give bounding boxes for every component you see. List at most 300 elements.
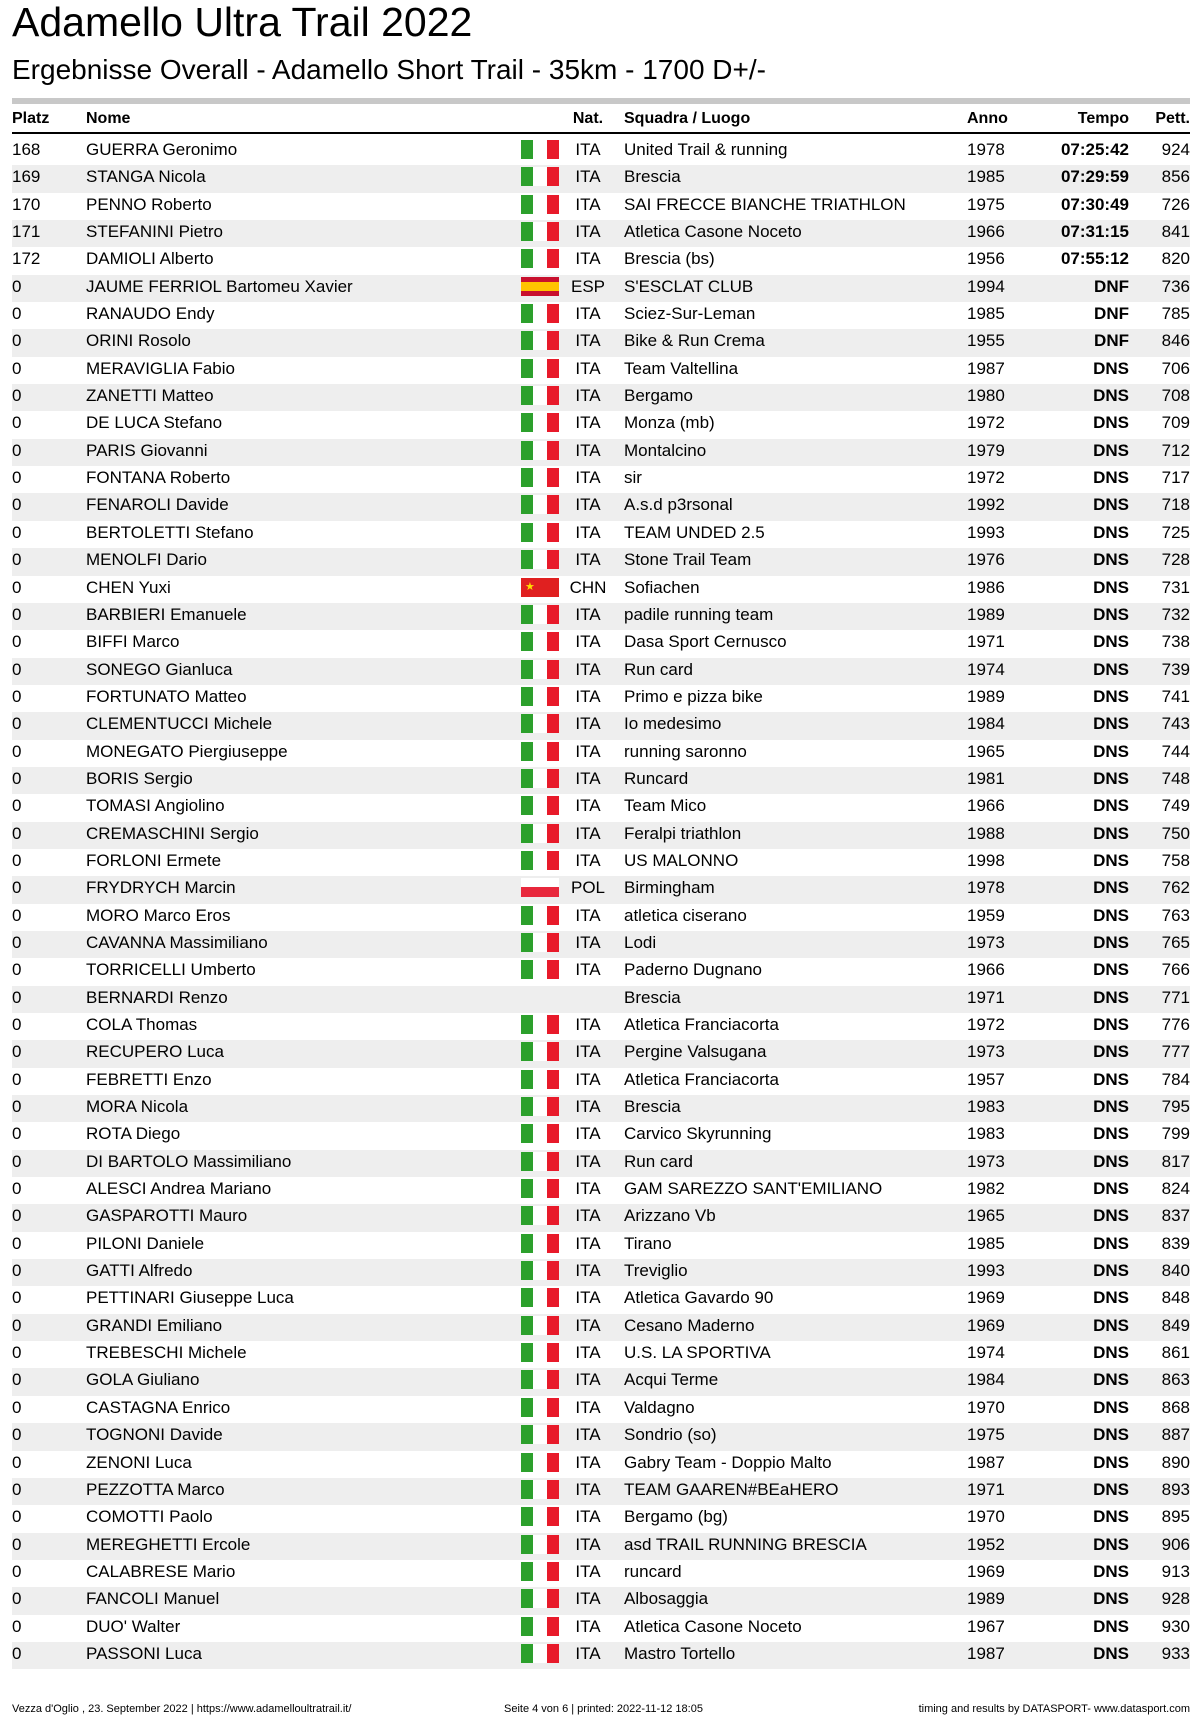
cell-pett: 837 bbox=[1161, 1206, 1190, 1226]
cell-platz: 170 bbox=[12, 194, 41, 214]
cell-squadra: Mastro Tortello bbox=[624, 1643, 736, 1663]
cell-nome: BERNARDI Renzo bbox=[86, 987, 228, 1007]
flag-italy-icon bbox=[521, 1152, 559, 1171]
table-row bbox=[12, 1204, 1190, 1231]
cell-nome: PENNO Roberto bbox=[86, 194, 212, 214]
cell-pett: 771 bbox=[1161, 987, 1190, 1007]
cell-tempo: DNS bbox=[1093, 1179, 1129, 1199]
cell-tempo: DNS bbox=[1093, 1315, 1129, 1335]
cell-tempo: DNS bbox=[1093, 550, 1129, 570]
cell-nat: ITA bbox=[575, 960, 601, 980]
cell-pett: 762 bbox=[1161, 878, 1190, 898]
cell-nat: ITA bbox=[575, 741, 601, 761]
cell-tempo: DNS bbox=[1093, 932, 1129, 952]
cell-tempo: DNS bbox=[1093, 1561, 1129, 1581]
page-subtitle: Ergebnisse Overall - Adamello Short Trail - 35km - 1700 D+/- bbox=[12, 54, 766, 85]
table-row bbox=[12, 439, 1190, 466]
flag-italy-icon bbox=[521, 1453, 559, 1472]
cell-pett: 933 bbox=[1161, 1643, 1190, 1663]
cell-nat: ITA bbox=[575, 1479, 601, 1499]
cell-pett: 846 bbox=[1161, 331, 1190, 351]
table-row bbox=[12, 1150, 1190, 1177]
flag-italy-icon bbox=[521, 769, 559, 788]
cell-nome: CHEN Yuxi bbox=[86, 577, 171, 597]
cell-platz: 0 bbox=[12, 440, 22, 460]
cell-squadra: Sofiachen bbox=[624, 577, 700, 597]
cell-platz: 169 bbox=[12, 167, 41, 187]
cell-anno: 1969 bbox=[967, 1288, 1005, 1308]
cell-pett: 728 bbox=[1161, 550, 1190, 570]
cell-nome: GUERRA Geronimo bbox=[86, 140, 238, 159]
cell-nome: MEREGHETTI Ercole bbox=[86, 1534, 251, 1554]
table-row bbox=[12, 958, 1190, 985]
cell-anno: 1985 bbox=[967, 167, 1005, 187]
cell-platz: 0 bbox=[12, 1069, 22, 1089]
cell-anno: 1972 bbox=[967, 468, 1005, 488]
flag-italy-icon bbox=[521, 195, 559, 214]
cell-platz: 0 bbox=[12, 1589, 22, 1609]
cell-pett: 849 bbox=[1161, 1315, 1190, 1335]
cell-platz: 0 bbox=[12, 1097, 22, 1117]
table-row bbox=[12, 1314, 1190, 1341]
cell-nat: ITA bbox=[575, 1616, 601, 1636]
cell-squadra: Feralpi triathlon bbox=[624, 823, 742, 843]
flag-italy-icon bbox=[521, 605, 559, 624]
cell-anno: 1973 bbox=[967, 932, 1005, 952]
cell-anno: 1980 bbox=[967, 386, 1005, 406]
cell-pett: 930 bbox=[1161, 1616, 1190, 1636]
cell-nat: ITA bbox=[575, 1097, 601, 1117]
cell-squadra: Acqui Terme bbox=[624, 1370, 719, 1390]
table-row bbox=[12, 1232, 1190, 1259]
flag-italy-icon bbox=[521, 1124, 559, 1143]
cell-squadra: Primo e pizza bike bbox=[624, 686, 763, 706]
cell-squadra: Brescia bbox=[624, 167, 681, 187]
cell-tempo: DNS bbox=[1093, 468, 1129, 488]
cell-pett: 776 bbox=[1161, 1015, 1190, 1034]
cell-anno: 1966 bbox=[967, 960, 1005, 980]
cell-anno: 1993 bbox=[967, 1261, 1005, 1281]
cell-nat: ITA bbox=[575, 331, 601, 351]
cell-squadra: asd TRAIL RUNNING BRESCIA bbox=[624, 1534, 867, 1554]
cell-nat: ITA bbox=[575, 1507, 601, 1527]
cell-nome: PETTINARI Giuseppe Luca bbox=[86, 1288, 294, 1308]
cell-tempo: DNS bbox=[1093, 522, 1129, 542]
cell-nat: ITA bbox=[575, 550, 601, 570]
cell-anno: 1972 bbox=[967, 1015, 1005, 1034]
cell-nome: TREBESCHI Michele bbox=[86, 1343, 247, 1363]
cell-squadra: Team Valtellina bbox=[624, 358, 739, 378]
cell-nome: FORLONI Ermete bbox=[86, 850, 222, 870]
table-row bbox=[12, 1587, 1190, 1614]
cell-squadra: Montalcino bbox=[624, 440, 707, 460]
cell-squadra: Team Mico bbox=[624, 796, 707, 816]
flag-italy-icon bbox=[521, 1398, 559, 1417]
cell-squadra: padile running team bbox=[624, 604, 774, 624]
cell-squadra: TEAM UNDED 2.5 bbox=[624, 522, 765, 542]
cell-nome: CASTAGNA Enrico bbox=[86, 1397, 231, 1417]
flag-italy-icon bbox=[521, 523, 559, 542]
table-row bbox=[12, 548, 1190, 575]
cell-platz: 0 bbox=[12, 1124, 22, 1144]
cell-platz: 0 bbox=[12, 686, 22, 706]
cell-nome: SONEGO Gianluca bbox=[86, 659, 233, 679]
cell-pett: 763 bbox=[1161, 905, 1190, 925]
cell-squadra: Brescia bbox=[624, 1097, 681, 1117]
cell-nat: ITA bbox=[575, 1179, 601, 1199]
table-row bbox=[12, 658, 1190, 685]
cell-platz: 0 bbox=[12, 522, 22, 542]
cell-platz: 0 bbox=[12, 1370, 22, 1390]
cell-squadra: Valdagno bbox=[624, 1397, 695, 1417]
cell-nome: DUO' Walter bbox=[86, 1616, 181, 1636]
cell-platz: 0 bbox=[12, 604, 22, 624]
cell-nome: MERAVIGLIA Fabio bbox=[86, 358, 235, 378]
cell-anno: 1983 bbox=[967, 1124, 1005, 1144]
cell-tempo: 07:30:49 bbox=[1060, 194, 1129, 214]
cell-nat: ITA bbox=[575, 522, 601, 542]
flag-italy-icon bbox=[521, 1261, 559, 1280]
table-row bbox=[12, 329, 1190, 356]
cell-tempo: DNS bbox=[1093, 1151, 1129, 1171]
flag-italy-icon bbox=[521, 1070, 559, 1089]
cell-anno: 1979 bbox=[967, 440, 1005, 460]
cell-nat: ITA bbox=[575, 768, 601, 788]
cell-platz: 0 bbox=[12, 386, 22, 406]
cell-nat: ITA bbox=[575, 604, 601, 624]
header-squadra: Squadra / Luogo bbox=[624, 110, 751, 127]
cell-anno: 1971 bbox=[967, 1479, 1005, 1499]
cell-pett: 895 bbox=[1161, 1507, 1190, 1527]
cell-squadra: Atletica Casone Noceto bbox=[624, 222, 802, 242]
cell-squadra: Atletica Casone Noceto bbox=[624, 1616, 802, 1636]
cell-tempo: DNS bbox=[1093, 1069, 1129, 1089]
cell-platz: 0 bbox=[12, 1343, 22, 1363]
cell-nat: ITA bbox=[575, 194, 601, 214]
table-row bbox=[12, 302, 1190, 329]
cell-platz: 168 bbox=[12, 140, 41, 159]
page-title: Adamello Ultra Trail 2022 bbox=[12, 0, 473, 45]
cell-platz: 0 bbox=[12, 1452, 22, 1472]
table-row bbox=[12, 1286, 1190, 1313]
cell-tempo: DNS bbox=[1093, 960, 1129, 980]
table-row bbox=[12, 1505, 1190, 1532]
flag-italy-icon bbox=[521, 851, 559, 870]
cell-platz: 0 bbox=[12, 741, 22, 761]
cell-anno: 1969 bbox=[967, 1561, 1005, 1581]
cell-pett: 765 bbox=[1161, 932, 1190, 952]
cell-platz: 0 bbox=[12, 1425, 22, 1445]
flag-italy-icon bbox=[521, 824, 559, 843]
cell-nome: ROTA Diego bbox=[86, 1124, 181, 1144]
cell-squadra: running saronno bbox=[624, 741, 747, 761]
cell-platz: 0 bbox=[12, 413, 22, 433]
cell-tempo: DNS bbox=[1093, 1097, 1129, 1117]
cell-tempo: DNS bbox=[1093, 1042, 1129, 1062]
cell-anno: 1956 bbox=[967, 249, 1005, 269]
table-row bbox=[12, 357, 1190, 384]
table-row bbox=[12, 493, 1190, 520]
cell-anno: 1988 bbox=[967, 823, 1005, 843]
cell-anno: 1970 bbox=[967, 1397, 1005, 1417]
footer-credits: timing and results by DATASPORT- www.datasport.com bbox=[918, 1703, 1190, 1715]
cell-nome: TOMASI Angiolino bbox=[86, 796, 225, 816]
cell-nat: ITA bbox=[575, 304, 601, 324]
cell-anno: 1978 bbox=[967, 140, 1005, 159]
cell-nat: ITA bbox=[575, 1643, 601, 1663]
table-row bbox=[12, 1615, 1190, 1642]
cell-nome: FENAROLI Davide bbox=[86, 495, 229, 515]
cell-nome: PILONI Daniele bbox=[86, 1233, 205, 1253]
cell-anno: 1989 bbox=[967, 1589, 1005, 1609]
table-row bbox=[12, 1396, 1190, 1423]
cell-pett: 887 bbox=[1161, 1425, 1190, 1445]
cell-nat: ITA bbox=[575, 1261, 601, 1281]
table-row bbox=[12, 630, 1190, 657]
cell-tempo: DNS bbox=[1093, 1479, 1129, 1499]
cell-tempo: DNS bbox=[1093, 1015, 1129, 1034]
table-row bbox=[12, 794, 1190, 821]
cell-squadra: atletica ciserano bbox=[624, 905, 747, 925]
cell-pett: 840 bbox=[1161, 1261, 1190, 1281]
cell-anno: 1971 bbox=[967, 987, 1005, 1007]
cell-nome: ZANETTI Matteo bbox=[86, 386, 214, 406]
cell-pett: 749 bbox=[1161, 796, 1190, 816]
cell-squadra: Run card bbox=[624, 1151, 693, 1171]
cell-nat: ITA bbox=[575, 1589, 601, 1609]
cell-nome: FANCOLI Manuel bbox=[86, 1589, 220, 1609]
cell-platz: 0 bbox=[12, 577, 22, 597]
cell-platz: 0 bbox=[12, 960, 22, 980]
cell-nat: ITA bbox=[575, 167, 601, 187]
cell-anno: 1994 bbox=[967, 276, 1005, 296]
cell-nat: ITA bbox=[575, 1288, 601, 1308]
cell-platz: 0 bbox=[12, 1616, 22, 1636]
table-row bbox=[12, 466, 1190, 493]
cell-nat: ITA bbox=[575, 222, 601, 242]
cell-tempo: DNS bbox=[1093, 1397, 1129, 1417]
flag-italy-icon bbox=[521, 304, 559, 323]
flag-italy-icon bbox=[521, 441, 559, 460]
cell-squadra: US MALONNO bbox=[624, 850, 739, 870]
cell-pett: 890 bbox=[1161, 1452, 1190, 1472]
table-header bbox=[12, 110, 1190, 134]
cell-pett: 848 bbox=[1161, 1288, 1190, 1308]
flag-italy-icon bbox=[521, 167, 559, 186]
cell-squadra: sir bbox=[624, 468, 642, 488]
header-nome: Nome bbox=[86, 110, 131, 127]
cell-tempo: DNS bbox=[1093, 1452, 1129, 1472]
cell-platz: 0 bbox=[12, 878, 22, 898]
cell-tempo: DNS bbox=[1093, 1261, 1129, 1281]
table-row bbox=[12, 384, 1190, 411]
cell-squadra: Gabry Team - Doppio Malto bbox=[624, 1452, 832, 1472]
cell-squadra: United Trail & running bbox=[624, 140, 788, 159]
cell-tempo: DNS bbox=[1093, 440, 1129, 460]
flag-italy-icon bbox=[521, 1042, 559, 1061]
cell-tempo: DNS bbox=[1093, 768, 1129, 788]
cell-pett: 795 bbox=[1161, 1097, 1190, 1117]
cell-platz: 0 bbox=[12, 1561, 22, 1581]
table-row bbox=[12, 740, 1190, 767]
cell-nome: FRYDRYCH Marcin bbox=[86, 878, 236, 898]
cell-platz: 0 bbox=[12, 659, 22, 679]
cell-anno: 1978 bbox=[967, 878, 1005, 898]
cell-tempo: DNS bbox=[1093, 413, 1129, 433]
cell-pett: 785 bbox=[1161, 304, 1190, 324]
cell-nat: ITA bbox=[575, 632, 601, 652]
table-row bbox=[12, 1122, 1190, 1149]
cell-pett: 741 bbox=[1161, 686, 1190, 706]
cell-nome: MORO Marco Eros bbox=[86, 905, 231, 925]
cell-pett: 708 bbox=[1161, 386, 1190, 406]
cell-platz: 0 bbox=[12, 1042, 22, 1062]
cell-nome: FORTUNATO Matteo bbox=[86, 686, 247, 706]
cell-pett: 893 bbox=[1161, 1479, 1190, 1499]
flag-italy-icon bbox=[521, 960, 559, 979]
cell-nat: ITA bbox=[575, 1370, 601, 1390]
cell-squadra: Sondrio (so) bbox=[624, 1425, 717, 1445]
cell-nome: PARIS Giovanni bbox=[86, 440, 208, 460]
flag-italy-icon bbox=[521, 1425, 559, 1444]
flag-italy-icon bbox=[521, 796, 559, 815]
table-row bbox=[12, 1533, 1190, 1560]
header-platz: Platz bbox=[12, 110, 50, 127]
cell-squadra: Birmingham bbox=[624, 878, 715, 898]
cell-platz: 0 bbox=[12, 1534, 22, 1554]
cell-squadra: U.S. LA SPORTIVA bbox=[624, 1343, 771, 1363]
cell-anno: 1985 bbox=[967, 1233, 1005, 1253]
cell-nome: RANAUDO Endy bbox=[86, 304, 215, 324]
cell-anno: 1974 bbox=[967, 1343, 1005, 1363]
flag-italy-icon bbox=[521, 359, 559, 378]
cell-squadra: Lodi bbox=[624, 932, 657, 952]
cell-squadra: Atletica Franciacorta bbox=[624, 1015, 779, 1034]
cell-platz: 0 bbox=[12, 1315, 22, 1335]
cell-platz: 0 bbox=[12, 1288, 22, 1308]
cell-anno: 1987 bbox=[967, 1643, 1005, 1663]
table-row bbox=[12, 1368, 1190, 1395]
cell-squadra: Brescia bbox=[624, 987, 681, 1007]
cell-nat: ITA bbox=[575, 1124, 601, 1144]
flag-italy-icon bbox=[521, 660, 559, 679]
cell-platz: 0 bbox=[12, 1015, 22, 1034]
flag-italy-icon bbox=[521, 1617, 559, 1636]
table-row bbox=[12, 576, 1190, 603]
table-row bbox=[12, 986, 1190, 1013]
cell-nome: PASSONI Luca bbox=[86, 1643, 202, 1663]
cell-nome: COMOTTI Paolo bbox=[86, 1507, 213, 1527]
cell-pett: 906 bbox=[1161, 1534, 1190, 1554]
cell-squadra: Tirano bbox=[624, 1233, 672, 1253]
table-row bbox=[12, 1068, 1190, 1095]
table-row bbox=[12, 247, 1190, 274]
header-anno: Anno bbox=[967, 110, 1008, 127]
header-nat: Nat. bbox=[572, 110, 604, 127]
cell-anno: 1987 bbox=[967, 1452, 1005, 1472]
flag-italy-icon bbox=[521, 933, 559, 952]
cell-tempo: DNS bbox=[1093, 1233, 1129, 1253]
cell-pett: 731 bbox=[1161, 577, 1190, 597]
cell-anno: 1985 bbox=[967, 304, 1005, 324]
cell-anno: 1974 bbox=[967, 659, 1005, 679]
cell-anno: 1965 bbox=[967, 1206, 1005, 1226]
cell-anno: 1969 bbox=[967, 1315, 1005, 1335]
cell-pett: 863 bbox=[1161, 1370, 1190, 1390]
cell-tempo: DNS bbox=[1093, 741, 1129, 761]
results-table bbox=[12, 138, 1190, 1669]
cell-tempo: DNS bbox=[1093, 686, 1129, 706]
cell-anno: 1984 bbox=[967, 714, 1005, 734]
table-row bbox=[12, 1451, 1190, 1478]
cell-nome: STANGA Nicola bbox=[86, 167, 206, 187]
cell-platz: 0 bbox=[12, 358, 22, 378]
cell-tempo: 07:25:42 bbox=[1060, 140, 1129, 159]
cell-anno: 1973 bbox=[967, 1151, 1005, 1171]
flag-italy-icon bbox=[521, 714, 559, 733]
cell-nome: ORINI Rosolo bbox=[86, 331, 191, 351]
cell-tempo: DNS bbox=[1093, 1616, 1129, 1636]
cell-pett: 868 bbox=[1161, 1397, 1190, 1417]
table-row bbox=[12, 712, 1190, 739]
table-row bbox=[12, 767, 1190, 794]
cell-nat: ITA bbox=[575, 1315, 601, 1335]
cell-pett: 736 bbox=[1161, 276, 1190, 296]
table-row bbox=[12, 1341, 1190, 1368]
flag-italy-icon bbox=[521, 742, 559, 761]
cell-pett: 824 bbox=[1161, 1179, 1190, 1199]
cell-squadra: Sciez-Sur-Leman bbox=[624, 304, 756, 324]
flag-italy-icon bbox=[521, 1589, 559, 1608]
cell-tempo: 07:29:59 bbox=[1060, 167, 1129, 187]
cell-pett: 820 bbox=[1161, 249, 1190, 269]
cell-squadra: Paderno Dugnano bbox=[624, 960, 763, 980]
cell-platz: 0 bbox=[12, 304, 22, 324]
cell-nome: COLA Thomas bbox=[86, 1015, 198, 1034]
flag-italy-icon bbox=[521, 1480, 559, 1499]
header-pett: Pett. bbox=[1155, 110, 1190, 127]
cell-tempo: DNS bbox=[1093, 796, 1129, 816]
cell-anno: 1989 bbox=[967, 686, 1005, 706]
table-row bbox=[12, 1478, 1190, 1505]
cell-nat: ITA bbox=[575, 386, 601, 406]
cell-nat: ITA bbox=[575, 1397, 601, 1417]
cell-nat: ITA bbox=[575, 1452, 601, 1472]
cell-squadra: runcard bbox=[624, 1561, 682, 1581]
table-row bbox=[12, 822, 1190, 849]
cell-nome: MONEGATO Piergiuseppe bbox=[86, 741, 288, 761]
table-row bbox=[12, 521, 1190, 548]
cell-squadra: Run card bbox=[624, 659, 693, 679]
flag-italy-icon bbox=[521, 1343, 559, 1362]
flag-italy-icon bbox=[521, 331, 559, 350]
flag-italy-icon bbox=[521, 222, 559, 241]
cell-anno: 1989 bbox=[967, 604, 1005, 624]
cell-platz: 0 bbox=[12, 1179, 22, 1199]
cell-tempo: DNF bbox=[1094, 276, 1129, 296]
cell-platz: 0 bbox=[12, 495, 22, 515]
cell-nome: DAMIOLI Alberto bbox=[86, 249, 214, 269]
cell-nome: GASPAROTTI Mauro bbox=[86, 1206, 248, 1226]
cell-nome: CAVANNA Massimiliano bbox=[86, 932, 268, 952]
cell-squadra: Atletica Franciacorta bbox=[624, 1069, 779, 1089]
cell-nat: ITA bbox=[575, 850, 601, 870]
cell-platz: 0 bbox=[12, 768, 22, 788]
cell-pett: 750 bbox=[1161, 823, 1190, 843]
cell-nat: ITA bbox=[575, 249, 601, 269]
cell-anno: 1992 bbox=[967, 495, 1005, 515]
flag-italy-icon bbox=[521, 1562, 559, 1581]
